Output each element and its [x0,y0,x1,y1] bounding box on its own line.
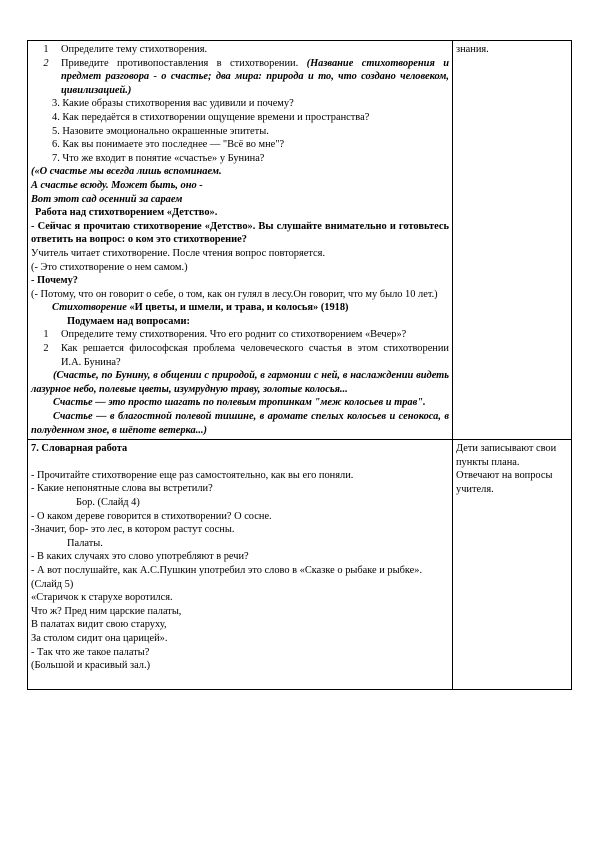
list-number: 1 [43,44,49,55]
section-heading: 7. Словарная работа [31,443,128,455]
question: 3. Какие образы стихотворения вас удивили и почему? [52,98,294,110]
text-line: -Значит, бор- это лес, в котором растут сосны. [31,524,235,536]
vocab-word: Бор. (Слайд 4) [76,497,140,508]
answer-paragraph: Счастье — в благостной полевой тишине, в аромате спелых колосьев и сенокоса, в полуденном зное, в шёпоте ветерка...) [31,411,449,436]
teacher-note: Учитель читает стихотворение. После чтения вопрос повторяется. [31,247,326,259]
text-line: - О каком дереве говорится в стихотворении? О сосне. [31,510,272,522]
text-line: (Большой и красивый зал.) [31,660,151,672]
table-row [28,41,572,440]
text-line: - Какие непонятные слова вы встретили? [31,483,213,495]
poem-line: Что ж? Пред ним царские палаты, [31,605,182,617]
answer-note: (Название стихотворения и предмет разговора - о счастье; два мира: природа и то, что создано человеком, цивилизацией.) [61,57,449,96]
poem-line: За столом сидит она царицей». [31,632,168,644]
side-text: Дети записывают свои пункты плана. [456,443,557,468]
spacer [31,456,449,469]
text-line: - А вот послушайте, как А.С.Пушкин употребил это слово в «Сказке о рыбаке и рыбке». [31,564,423,576]
text-line: (Слайд 5) [31,578,74,590]
text-line: - В каких случаях это слово употребляют в речи? [31,551,249,563]
subheading: Подумаем над вопросами: [67,315,190,327]
list-number: 2 [43,343,49,355]
lesson-plan-table [27,40,572,690]
section-heading: Работа над стихотворением «Детство». [35,207,218,219]
poem-title: «И цветы, и шмели, и трава, и колосья» (1918) [126,302,349,314]
list-item-text: Приведите противопоставления в стихотворении. [61,57,307,69]
list-text: Определите тему стихотворения. [61,44,208,55]
side-text: Отвечают на вопросы учителя. [456,470,553,495]
main-cell [28,440,453,690]
poem-line: В палатах видит свою старуху, [31,619,167,631]
side-cell [453,41,572,440]
quote-line: («О счастье мы всегда лишь вспоминаем. [31,166,222,178]
poem-label: Стихотворение [52,302,127,314]
side-cell [453,440,572,690]
teacher-prompt: - Сейчас я прочитаю стихотворение «Детство». Вы слушайте внимательно и готовьтесь ответить на вопрос: о ком это стихотворение? [31,220,449,246]
question: 4. Как передаётся в стихотворении ощущение времени и пространства? [52,111,370,123]
answer-text: (- Это стихотворение о нем самом.) [31,261,188,273]
question: 5. Назовите эмоционально окрашенные эпитеты. [52,125,269,137]
list-item [31,342,449,369]
vocab-word: Палаты. [67,537,103,549]
list-text: Определите тему стихотворения. Что его роднит со стихотворением «Вечер»? [61,329,407,341]
main-cell [28,41,453,440]
quote-line: Вот этот сад осенний за сараем [31,193,183,205]
poem-line: «Старичок к старухе воротился. [31,592,173,604]
list-item [31,43,449,57]
answer-paragraph: (Счастье, по Бунину, в общении с природой, в гармонии с ней, в наслаждении видеть лазурное небо, полевые цветы, изумрудную траву, золотые колосья... [31,370,449,395]
answer-paragraph: Счастье — это просто шагать по полевым тропинкам "меж колосьев и трав". [53,397,426,409]
list-number: 2 [43,57,49,69]
side-text: знания. [456,44,489,55]
answer-text: (- Потому, что он говорит о себе, о том, как он гулял в лесу.Он говорит, что му было 10 лет.) [31,288,438,300]
list-text: Как решается философская проблема человеческого счастья в этом стихотворении И.А. Бунина? [61,343,449,368]
quote-line: А счастье всюду. Может быть, оно - [31,179,203,191]
list-text [61,57,449,98]
list-number: 1 [43,329,49,341]
question: 6. Как вы понимаете это последнее — "Всё во мне"? [52,139,285,151]
text-line: - Прочитайте стихотворение еще раз самостоятельно, как вы его поняли. [31,469,354,481]
question-why: - Почему? [31,275,79,287]
poem-heading [31,301,449,315]
text-line: - Так что же такое палаты? [31,646,150,658]
table-row [28,440,572,690]
list-item [31,57,449,98]
list-item [31,328,449,342]
question: 7. Что же входит в понятие «счастье» у Бунина? [52,152,265,164]
